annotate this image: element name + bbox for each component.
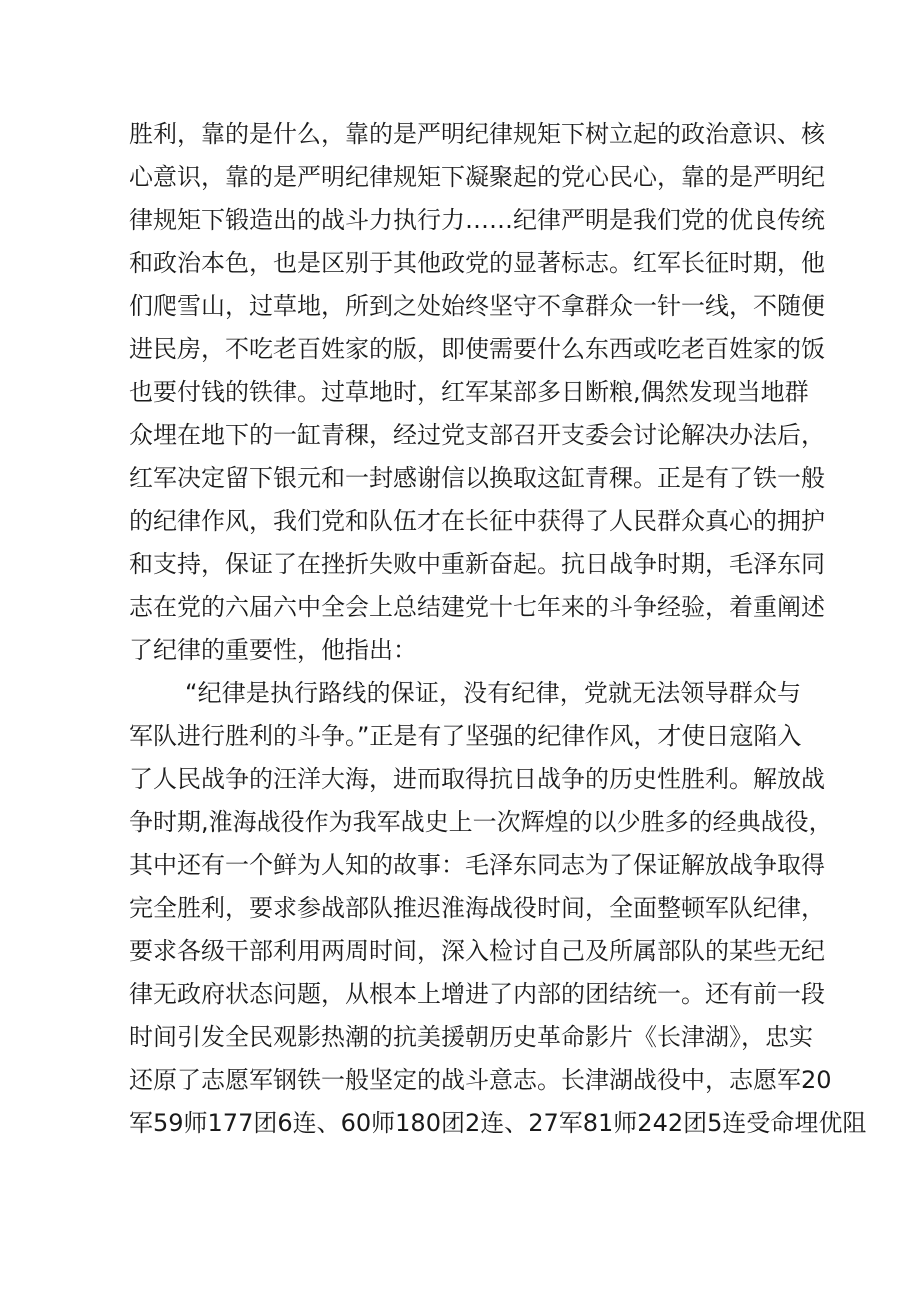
text-line: 胜利，靠的是什么，靠的是严明纪律规矩下树立起的政治意识、核: [129, 120, 825, 148]
text-line: 要求各级干部利用两周时间，深入检讨自己及所属部队的某些无纪: [129, 937, 825, 965]
text-line: 和支持，保证了在挫折失败中重新奋起。抗日战争时期，毛泽东同: [129, 550, 825, 578]
text-line: 和政治本色，也是区别于其他政党的显著标志。红军长征时期，他: [129, 249, 825, 277]
text-line: 红军决定留下银元和一封感谢信以换取这缸青稞。正是有了铁一般: [129, 464, 825, 492]
text-line: 律无政府状态问题，从根本上增进了内部的团结统一。还有前一段: [129, 980, 825, 1008]
quote-line: “纪律是执行路线的保证，没有纪律，党就无法领导群众与: [185, 679, 801, 707]
body-text: [129, 113, 867, 1145]
text-line: 们爬雪山，过草地，所到之处始终坚守不拿群众一针一线，不随便: [129, 292, 825, 320]
text-line: 还原了志愿军钢铁一般坚定的战斗意志。长津湖战役中，志愿军20: [129, 1066, 832, 1094]
text-line: 时间引发全民观影热潮的抗美援朝历史革命影片《长津湖》，忠实: [129, 1023, 813, 1051]
text-line: 志在党的六届六中全会上总结建党十七年来的斗争经验，着重阐述: [129, 593, 825, 621]
text-line: 心意识，靠的是严明纪律规矩下凝聚起的党心民心，靠的是严明纪: [129, 163, 825, 191]
text-line: 律规矩下锻造出的战斗力执行力……纪律严明是我们党的优良传统: [129, 206, 825, 234]
text-line: 众埋在地下的一缸青稞，经过党支部召开支委会讨论解决办法后，: [129, 421, 825, 449]
text-line: 争时期,淮海战役作为我军战史上一次辉煌的以少胜多的经典战役，: [129, 808, 833, 836]
text-line: 了人民战争的汪洋大海，进而取得抗日战争的历史性胜利。解放战: [129, 765, 825, 793]
text-line: 其中还有一个鲜为人知的故事：毛泽东同志为了保证解放战争取得: [129, 851, 825, 879]
text-line: 军59师177团6连、60师180团2连、27军81师242团5连受命埋优阻: [129, 1109, 867, 1137]
text-line: 军队进行胜利的斗争。”正是有了坚强的纪律作风，才使日寇陷入: [129, 722, 802, 750]
text-line: 的纪律作风，我们党和队伍才在长征中获得了人民群众真心的拥护: [129, 507, 825, 535]
text-line: 也要付钱的铁律。过草地时，红军某部多日断粮,偶然发现当地群: [129, 378, 809, 406]
text-line: 进民房，不吃老百姓家的版，即使需要什么东西或吃老百姓家的饭: [129, 335, 825, 363]
text-line: 了纪律的重要性，他指出：: [129, 636, 417, 664]
text-line: 完全胜利，要求参战部队推迟淮海战役时间，全面整顿军队纪律，: [129, 894, 825, 922]
